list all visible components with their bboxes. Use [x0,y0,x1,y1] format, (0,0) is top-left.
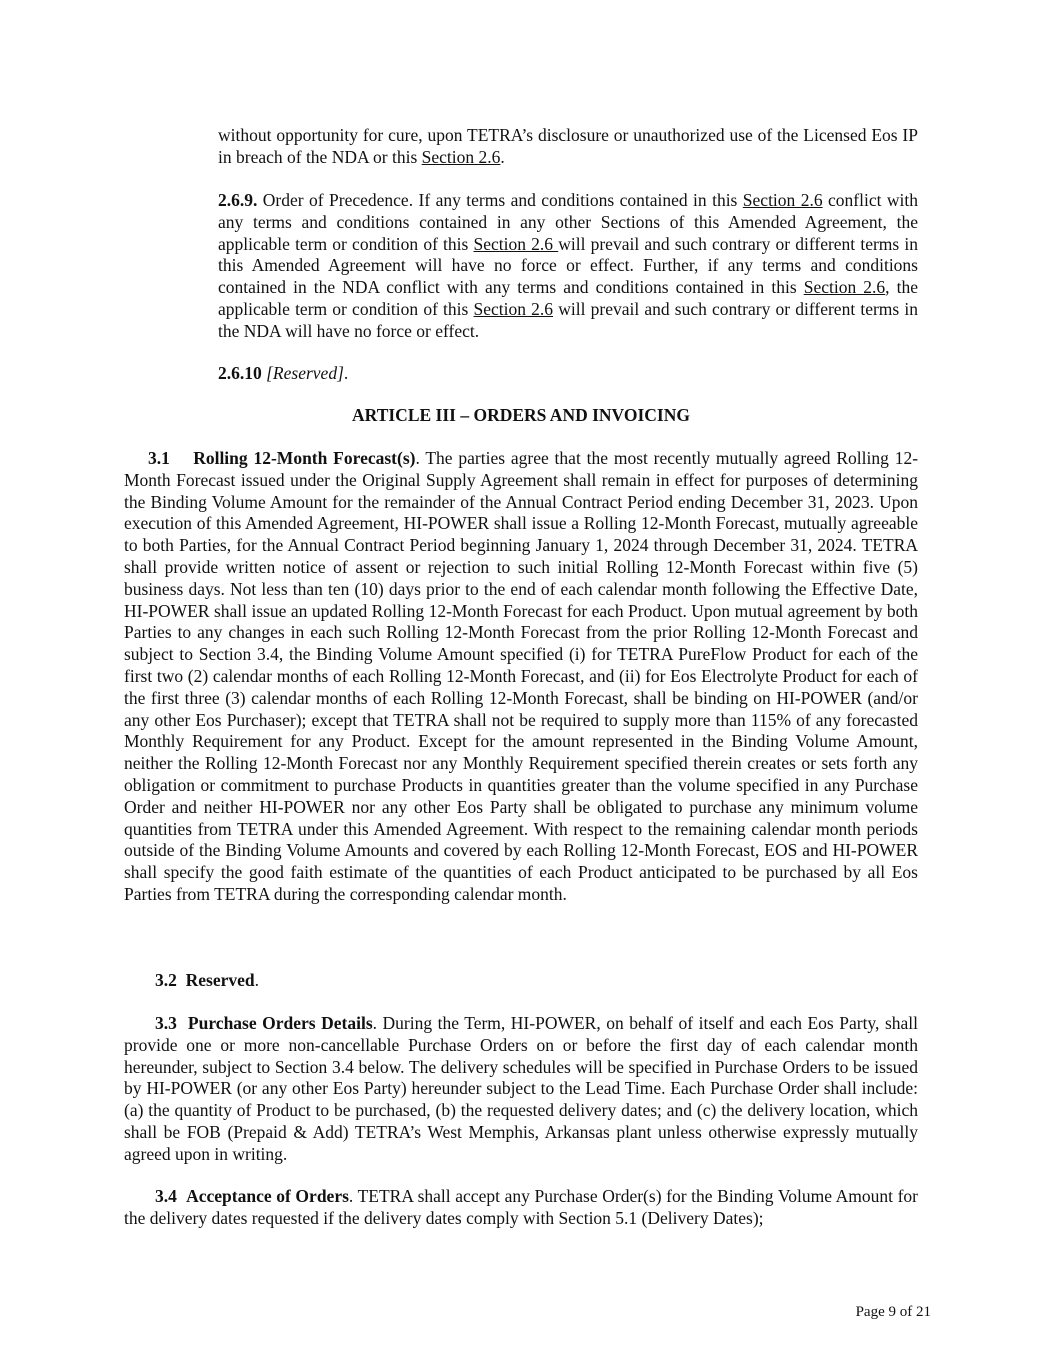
section-reference-link[interactable]: Section 2.6 [742,190,823,210]
section-text-end: . [254,970,260,990]
page-number: Page 9 of 21 [855,1304,931,1320]
section-number: 3.4 [155,1186,177,1206]
section-number: 3.3 [155,1013,177,1033]
section-title: Reserved [185,970,255,990]
section-number: 2.6.9. [218,190,258,210]
section-text: . TETRA shall accept any Purchase Order(s) for the Binding Volume Amount for the delivery dates requested if the delivery dates comply with Section 5.1 (Delivery Dates); [124,1186,919,1228]
section-text: conflict with any terms and conditions contained in any other Sections of this Amended Agreement, the applicable term or condition of this [218,190,919,254]
section-text: . During the Term, HI-POWER, on behalf of itself and each Eos Party, shall provide one or more non-cancellable Purchase Orders on or before the first day of each calendar month hereunder, subject to Section 3.4 below. The delivery schedules will be specified in Purchase Orders to be issued by HI-POWER (or any other Eos Party) hereunder subject to the Lead Time. Each Purchase Order shall include: (a) the quantity of Product to be purchased, (b) the requested delivery dates; and (c) the delivery location, which shall be FOB (Prepaid & Add) TETRA’s West Memphis, Arkansas plant unless otherwise expressly mutually agreed upon in writing. [124,1013,918,1164]
section-title: Rolling 12-Month Forecast(s) [193,448,416,468]
section-reference-link[interactable]: Section 2.6 [473,298,554,319]
section-reference-link[interactable]: Section 2.6 [473,233,559,254]
section-text: Order of Precedence. If any terms and conditions contained in this [257,190,743,210]
section-3-3 [124,1013,918,1166]
section-number: 2.6.10 [218,363,262,383]
continuation-text-end: . [500,146,505,167]
section-reference-link[interactable]: Section 2.6 [421,146,501,167]
section-title: Purchase Orders Details [187,1013,373,1033]
section-number: 3.1 [148,448,170,468]
article-heading: ARTICLE III – ORDERS AND INVOICING [352,405,690,425]
section-text-end: . [343,363,349,383]
continuation-text: without opportunity for cure, upon TETRA’s disclosure or unauthorized use of the Licensed Eos IP in breach of the NDA or this [218,125,918,167]
section-3-2 [124,970,918,992]
section-text: will prevail and such contrary or different terms in the NDA will have no force or effect. [218,298,918,341]
section-text: , the applicable term or condition of this [218,277,918,319]
section-reference-link[interactable]: Section 2.6 [803,277,886,298]
section-2-6-10 [218,363,918,385]
reserved-text: [Reserved] [266,363,344,383]
section-title: Acceptance of Orders [186,1186,349,1206]
section-3-4 [124,1186,918,1230]
section-3-1 [124,448,918,906]
section-text: will prevail and such contrary or different terms in this Amended Agreement will have no force or effect. Further, if any terms and conditions contained in the NDA conflict with any terms and conditions contained in this [218,233,918,298]
section-number: 3.2 [155,970,177,990]
continuation-paragraph [218,125,918,169]
section-text: . The parties agree that the most recently mutually agreed Rolling 12-Month Forecast issued under the Original Supply Agreement shall remain in effect for purposes of determining the Binding Volume Amount for the remainder of the Annual Contract Period ending December 31, 2023. Upon execution of this Amended Agreement, HI-POWER shall issue a Rolling 12-Month Forecast, mutually agreeable to both Parties, for the Annual Contract Period beginning January 1, 2024 through December 31, 2024. TETRA shall provide written notice of assent or rejection to such initial Rolling 12-Month Forecast within five (5) business days. Not less than ten (10) days prior to the end of each calendar month following the Effective Date, HI-POWER shall issue an updated Rolling 12-Month Forecast for each Product. Upon mutual agreement by both Parties to any changes in each such Rolling 12-Month Forecast from the prior Rolling 12-Month Forecast and subject to Section 3.4, the Binding Volume Amount specified (i) for TETRA PureFlow Product for each of the first two (2) calendar months of each Rolling 12-Month Forecast, and (ii) for Eos Electrolyte Product for each of the first three (3) calendar months of each Rolling 12-Month Forecast, shall be binding on HI-POWER (and/or any other Eos Purchaser); except that TETRA shall not be required to supply more than 115% of any forecasted Monthly Requirement for any Product. Except for the amount represented in the Binding Volume Amount, neither the Rolling 12-Month Forecast nor any Monthly Requirement specified therein creates or sets forth any obligation or commitment to purchase Products in quantities greater than the volume specified in any Purchase Order and neither HI-POWER nor any other Eos Party shall be obligated to purchase any minimum volume quantities from TETRA under this Amended Agreement. With respect to the remaining calendar month periods outside of the Binding Volume Amounts and covered by each Rolling 12-Month Forecast, EOS and HI-POWER shall specify the good faith estimate of the quantities of each Product anticipated to be purchased by all Eos Parties from TETRA during the corresponding calendar month. [124,448,919,904]
section-2-6-9 [218,190,918,343]
